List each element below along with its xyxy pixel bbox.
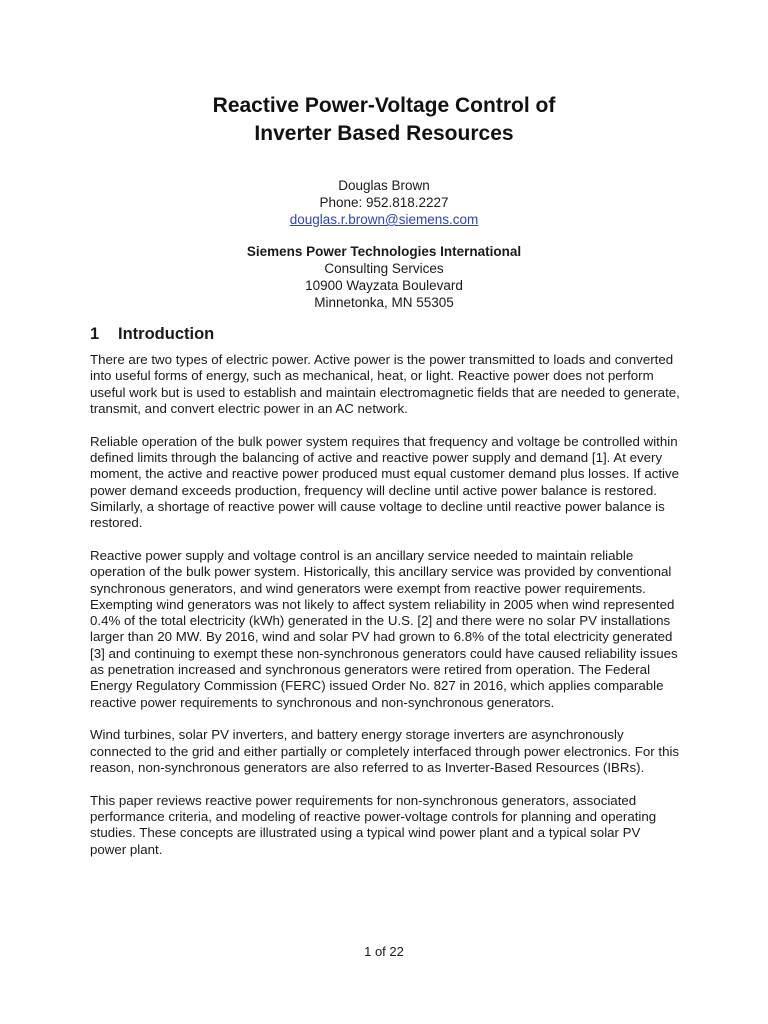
title-line-1: Reactive Power-Voltage Control of — [212, 94, 556, 117]
author-email-link[interactable]: douglas.r.brown@siemens.com — [289, 212, 479, 227]
section-body — [90, 352, 680, 875]
paragraph: Reactive power supply and voltage control is an ancillary service needed to maintain reliable operation of the bulk power system. Historically, this ancillary service was provided by conventional synchronous generators, and wind generators were exempt from reactive power requirements. Exempting wind generators was not likely to affect system reliability in 2005 when wind represented 0.4% of the total electricity (kWh) generated in the U.S. [2] and there were no solar PV installations larger than 20 MW. By 2016, wind and solar PV had grown to 6.8% of the total electricity generated [3] and continuing to exempt these non-synchronous generators could have caused reliability issues as penetration increased and synchronous generators were retired from operation. The Federal Energy Regulatory Commission (FERC) issued Order No. 827 in 2016, which applies comparable reactive power requirements to synchronous and non-synchronous generators. — [90, 547, 678, 710]
section-title: Introduction — [118, 325, 215, 343]
paragraph: Wind turbines, solar PV inverters, and battery energy storage inverters are asynchronously connected to the grid and either partially or completely interfaced through power electronics. For this reason, non-synchronous generators are also referred to as Inverter-Based Resources (IBRs). — [90, 727, 680, 776]
organization-department: Consulting Services — [324, 261, 444, 276]
author-block — [0, 177, 768, 228]
paper-title — [0, 92, 768, 148]
organization-name: Siemens Power Technologies International — [246, 244, 522, 259]
section-number: 1 — [90, 325, 100, 343]
paragraph: Reliable operation of the bulk power system requires that frequency and voltage be controlled within defined limits through the balancing of active and reactive power supply and demand [1]. At every moment, the active and reactive power produced must equal customer demand plus losses. If active power demand exceeds production, frequency will decline until active power balance is restored. Similarly, a shortage of reactive power will cause voltage to decline until reactive power balance is restored. — [90, 433, 680, 531]
author-name: Douglas Brown — [338, 178, 430, 193]
title-line-2: Inverter Based Resources — [254, 122, 514, 145]
paragraph: This paper reviews reactive power requirements for non-synchronous generators, associated performance criteria, and modeling of reactive power-voltage controls for planning and operating studies. These concepts are illustrated using a typical wind power plant and a typical solar PV power plant. — [90, 792, 657, 857]
organization-address-line-1: 10900 Wayzata Boulevard — [305, 278, 463, 293]
organization-address-line-2: Minnetonka, MN 55305 — [314, 295, 454, 310]
page-number: 1 of 22 — [364, 944, 404, 959]
paragraph: There are two types of electric power. Active power is the power transmitted to loads and converted into useful forms of energy, such as mechanical, heat, or light. Reactive power does not perform useful work but is used to establish and maintain electromagnetic fields that are needed to generate, transmit, and convert electric power in an AC network. — [90, 352, 680, 416]
author-phone: Phone: 952.818.2227 — [319, 195, 449, 210]
section-heading — [90, 325, 214, 344]
organization-block — [0, 243, 768, 311]
